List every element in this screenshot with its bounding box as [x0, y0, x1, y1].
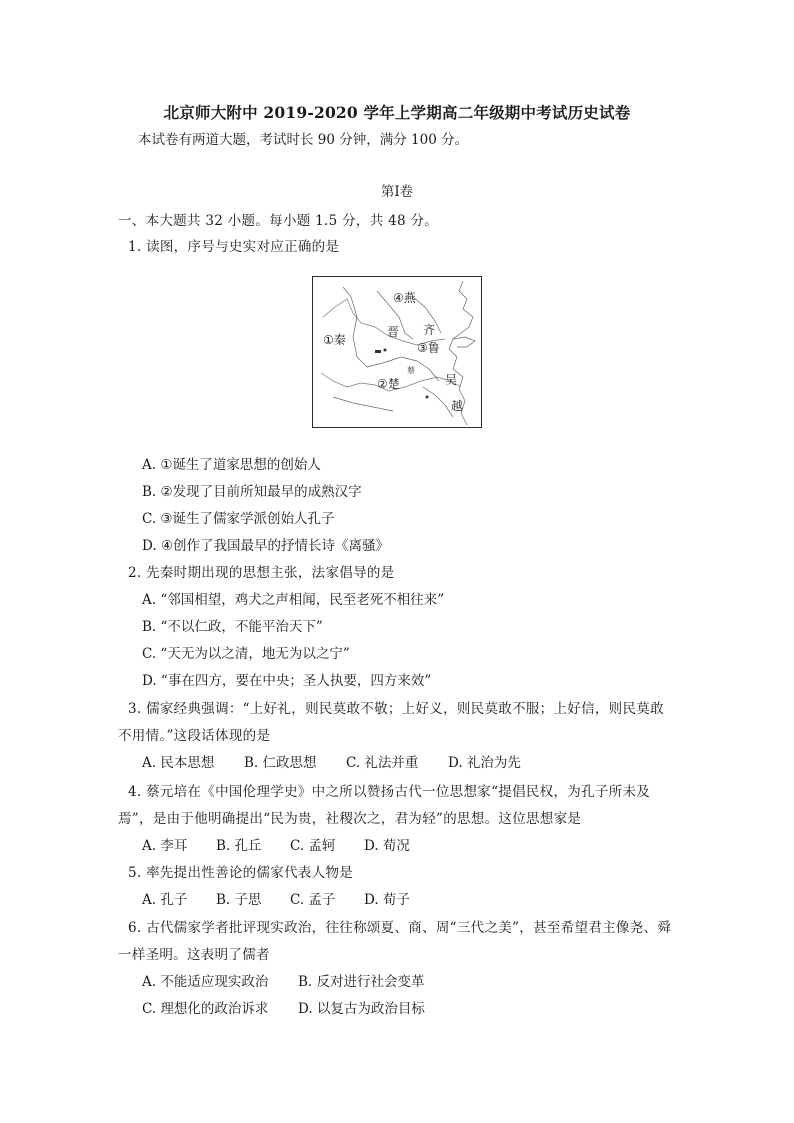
- q4-option-b: B. 孔丘: [216, 838, 262, 854]
- q5-option-c: C. 孟子: [290, 892, 336, 908]
- question-2-stem: 2. 先秦时期出现的思想主张，法家倡导的是: [128, 565, 395, 581]
- q5-option-d: D. 荀子: [364, 892, 410, 908]
- map-label-qin: ①秦: [323, 333, 346, 347]
- q1-option-b: B. ②发现了目前所知最早的成熟汉字: [142, 484, 362, 500]
- q5-option-a: A. 孔子: [142, 892, 188, 908]
- question-4-stem-line1: 4. 蔡元培在《中国伦理学史》中之所以赞扬古代一位思想家“提倡民权，为孔子所未及: [128, 784, 651, 800]
- question-4-stem-line2: 焉”，是由于他明确提出“民为贵，社稷次之，君为轻”的思想。这位思想家是: [118, 811, 582, 827]
- q4-option-a: A. 李耳: [142, 838, 188, 854]
- map-label-jin: 晋: [387, 325, 400, 339]
- q1-option-a: A. ①诞生了道家思想的创始人: [142, 457, 321, 473]
- map-label-yan: ④燕: [393, 291, 416, 305]
- map-label-qi: 齐: [423, 323, 436, 337]
- q2-option-b: B. “不以仁政，不能平治天下”: [142, 619, 323, 635]
- q3-option-b: B. 仁政思想: [244, 755, 317, 771]
- q3-option-c: C. 礼法并重: [346, 755, 419, 771]
- exam-intro: 本试卷有两道大题，考试时长 90 分钟，满分 100 分。: [138, 132, 469, 148]
- map-label-wu: 吴: [445, 373, 458, 387]
- map-figure: [312, 276, 482, 428]
- wu-border-line: [423, 387, 453, 417]
- q6-option-c: C. 理想化的政治诉求: [142, 1001, 269, 1017]
- q2-option-a: A. “邻国相望，鸡犬之声相闻，民至老死不相往来”: [142, 592, 445, 608]
- map-label-yue: 越: [451, 399, 464, 413]
- city-marker: [384, 349, 387, 352]
- map-label-lu: ③鲁: [417, 341, 440, 355]
- map-label-chu: ②楚: [377, 377, 400, 391]
- city-marker: [426, 396, 429, 399]
- question-5-stem: 5. 率先提出性善论的儒家代表人物是: [128, 865, 354, 881]
- peninsula-line: [453, 337, 475, 347]
- exam-title: 北京师大附中 2019-2020 学年上学期高二年级期中考试历史试卷: [163, 103, 631, 122]
- q2-option-c: C. “天无为以之清，地无为以之宁”: [142, 646, 350, 662]
- q3-option-d: D. 礼治为先: [448, 755, 521, 771]
- capital-marker: [375, 350, 381, 353]
- q1-option-c: C. ③诞生了儒家学派创始人孔子: [142, 511, 335, 527]
- q6-option-a: A. 不能适应现实政治: [142, 974, 269, 990]
- q2-option-d: D. “事在四方，要在中央；圣人执要，四方来效”: [142, 673, 432, 689]
- q6-option-d: D. 以复古为政治目标: [298, 1001, 425, 1017]
- q6-option-b: B. 反对进行社会变革: [298, 974, 425, 990]
- volume-heading: 第Ⅰ卷: [380, 184, 414, 200]
- q4-option-c: C. 孟轲: [290, 838, 336, 854]
- q5-option-b: B. 子思: [216, 892, 262, 908]
- q3-option-a: A. 民本思想: [142, 755, 215, 771]
- south-border-line: [333, 397, 393, 411]
- question-3-stem-line2: 不用情。”这段话体现的是: [118, 728, 271, 744]
- section-heading: 一、本大题共 32 小题。每小题 1.5 分，共 48 分。: [118, 213, 439, 229]
- question-3-stem-line1: 3. 儒家经典强调：“上好礼，则民莫敢不敬；上好义，则民莫敢不服；上好信，则民莫敢: [128, 701, 664, 717]
- question-6-stem-line1: 6. 古代儒家学者批评现实政治，往往称颂夏、商、周“三代之美”，甚至希望君主像尧、舜: [128, 920, 672, 936]
- question-6-stem-line2: 一样圣明。这表明了儒者: [118, 947, 270, 963]
- q1-option-d: D. ④创作了我国最早的抒情长诗《离骚》: [142, 538, 390, 554]
- map-label-cai: 蔡: [407, 366, 415, 375]
- question-1-stem: 1. 读图，序号与史实对应正确的是: [128, 239, 340, 255]
- q4-option-d: D. 荀况: [364, 838, 410, 854]
